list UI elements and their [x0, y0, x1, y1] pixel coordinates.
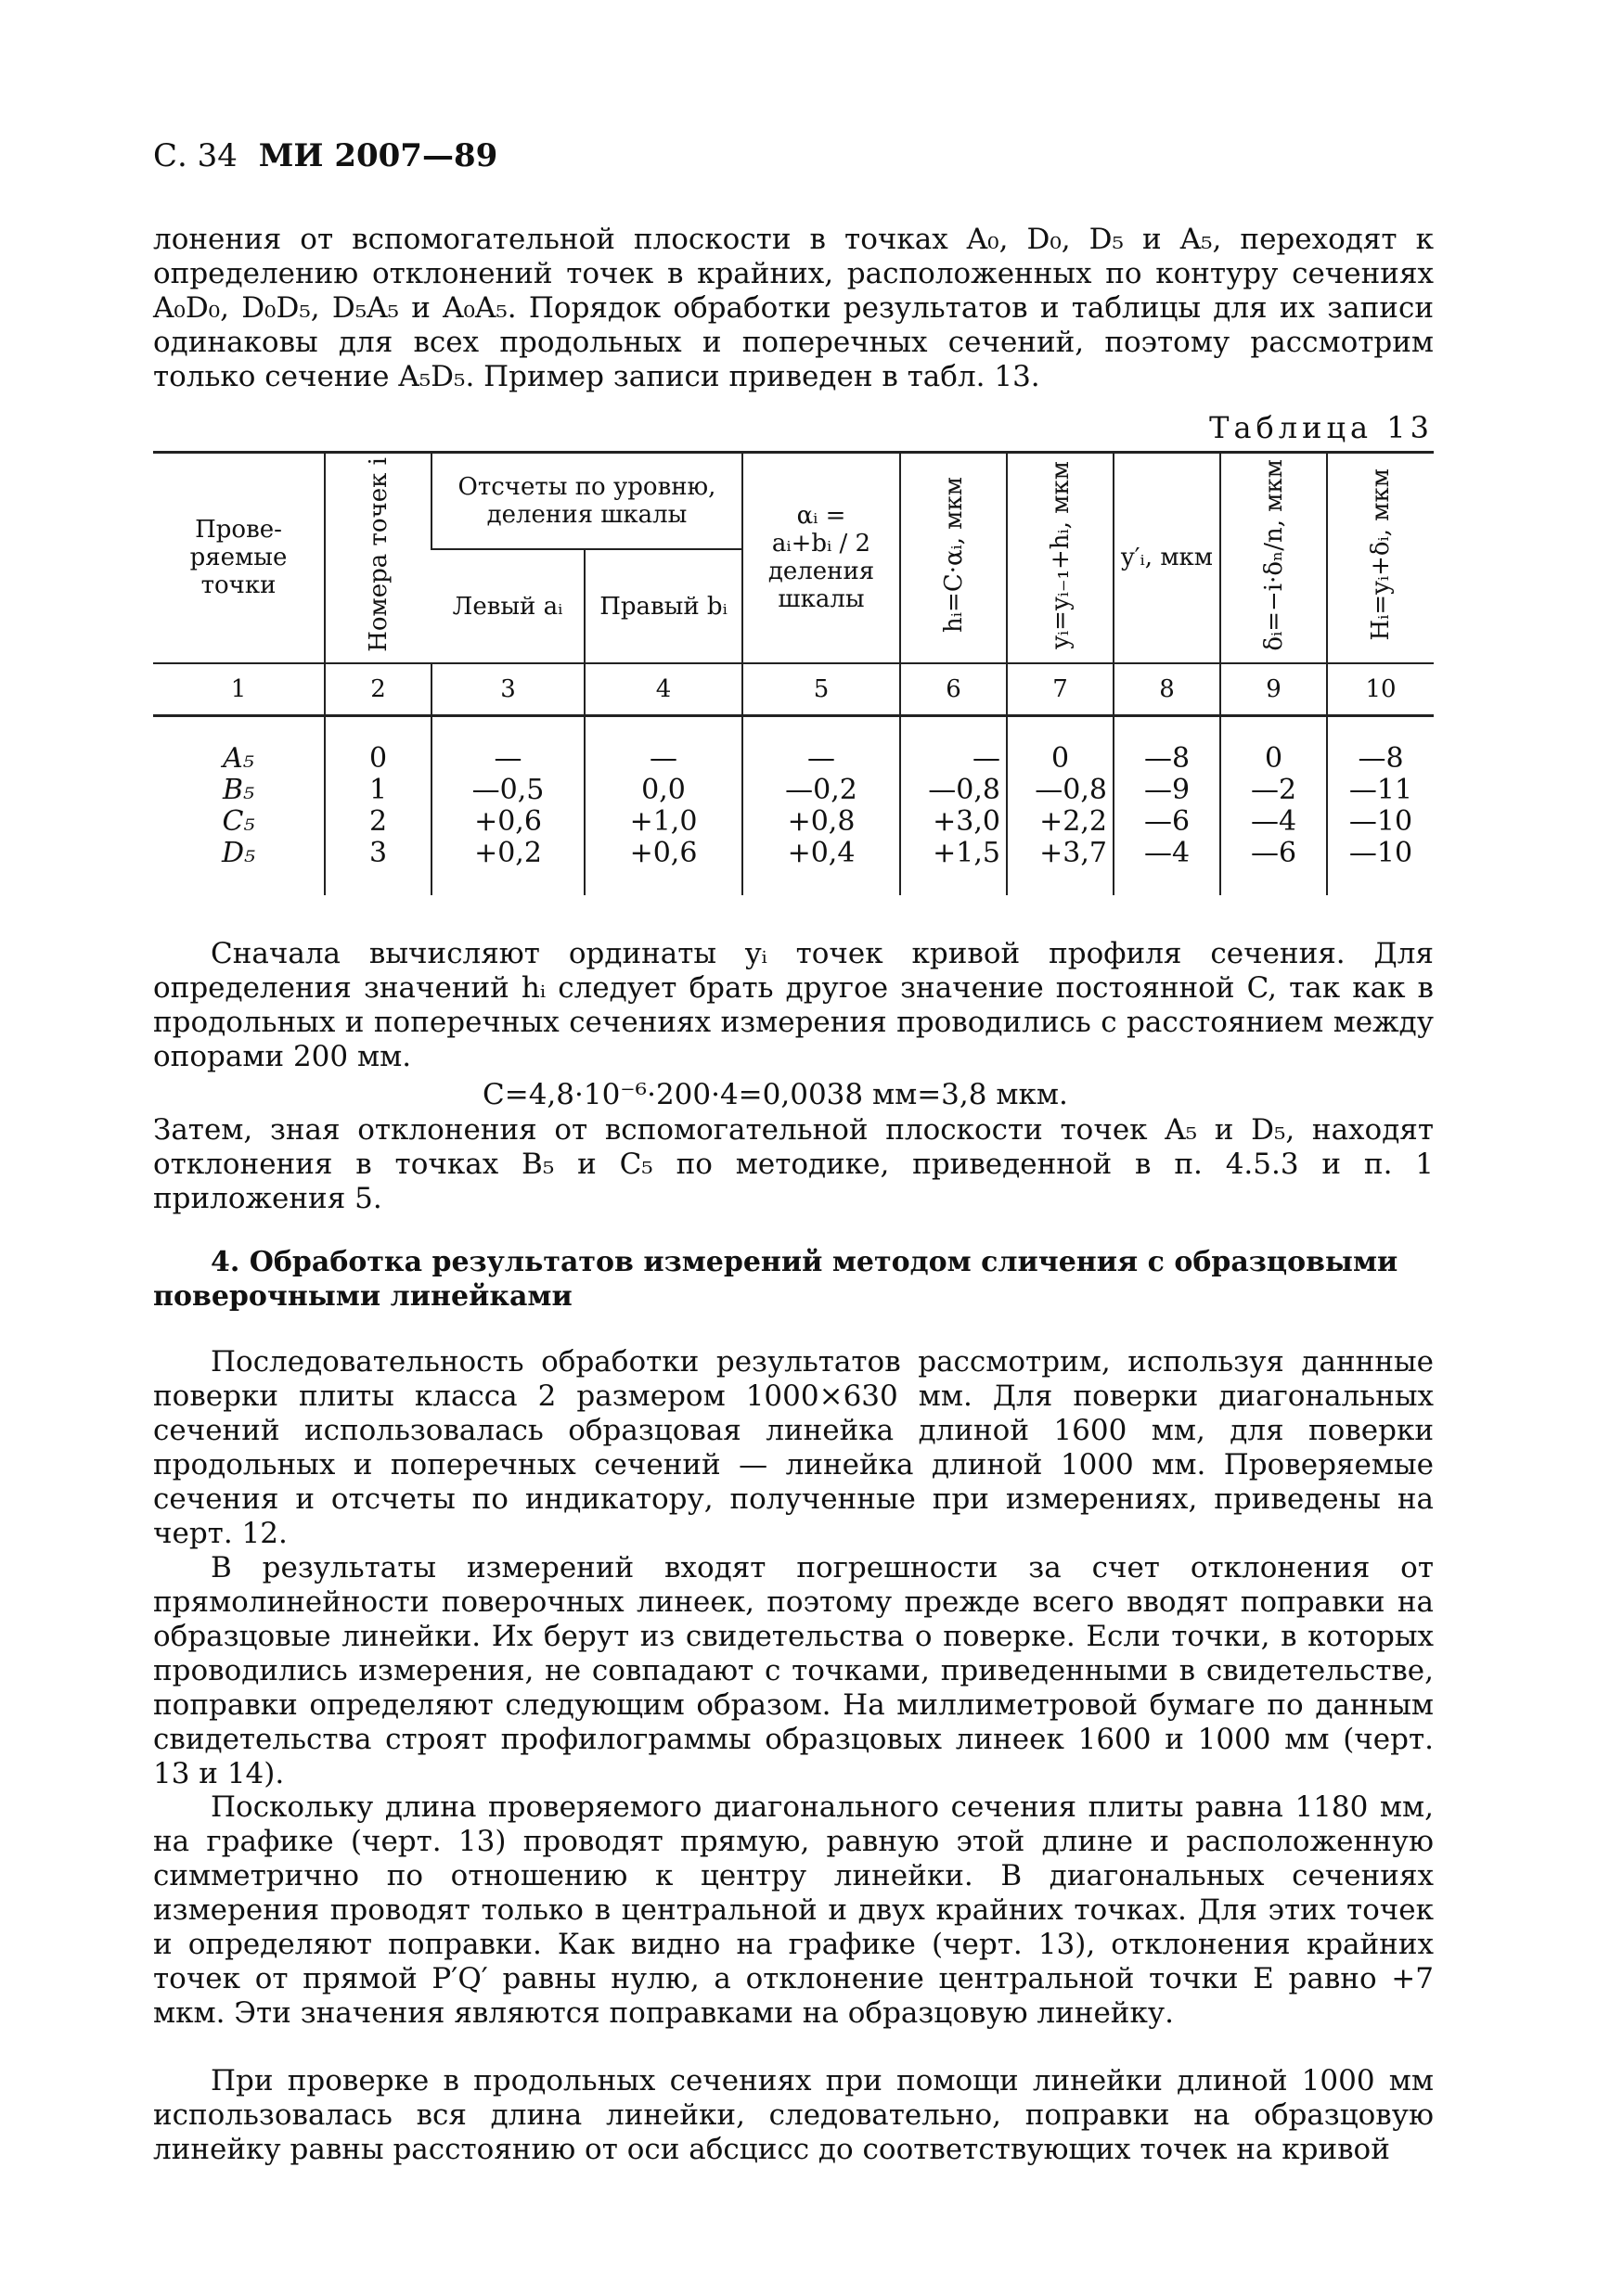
standard-code: МИ 2007—89 [258, 137, 498, 174]
table-cell: —4 [1220, 806, 1327, 838]
col-number: 10 [1327, 663, 1434, 716]
body-paragraph: При проверке в продольных сечениях при помощи линейки длиной 1000 мм использовалась вся длина линейки, следовательно, поправки на образцовую линейку равны расстоянию от оси абсцисс до соответствующих точек на кривой [153, 2064, 1434, 2166]
header-alpha: αᵢ = aᵢ+bᵢ / 2 деления шкалы [742, 453, 900, 663]
body-paragraph: В результаты измерений входят погрешности за счет отклонения от прямолинейности поверочных линеек, поэтому прежде всего вводят поправки на образцовые линейки. Их берут из свидетельства о поверке. Если точки, в которых проводились измерения, не совпадают с точками, приведенными в свидетельстве, поправки определяют следующим образом. На миллиметровой бумаге по данным свидетельства строят профилограммы образцовых линеек 1600 и 1000 мм (черт. 13 и 14). [153, 1551, 1434, 1790]
header-right: Правый bᵢ [585, 549, 742, 663]
table-cell: 0 [325, 715, 431, 775]
table-cell: C₅ [222, 804, 255, 838]
header-h: hᵢ=C·αᵢ, мкм [900, 453, 1007, 663]
intro-paragraph: лонения от вспомогательной плоскости в точках A₀, D₀, D₅ и A₅, переходят к определению отклонений точек в крайних, расположенных по контуру сечениях A₀D₀, D₀D₅, D₅A₅ и A₀A₅. Порядок обработки результатов и таблицы для их записи одинаковы для всех продольных и поперечных сечений, поэтому рассмотрим только сечение A₅D₅. Пример записи приведен в табл. 13. [153, 223, 1434, 393]
table-cell: +1,5 [900, 838, 1007, 895]
table-cell: —10 [1327, 806, 1434, 838]
table-caption: Таблица 13 [1209, 410, 1434, 445]
table-cell: — [900, 715, 1007, 775]
section-title: 4. Обработка результатов измерений методом сличения с образцовыми поверочными линейками [153, 1246, 1398, 1313]
body-paragraph: Поскольку длина проверяемого диагонального сечения плиты равна 1180 мм, на графике (черт. 13) проводят прямую, равную этой длине и расположенную симметрично по отношению к центру линейки. В диагональных сечениях измерения проводят только в центральной и двух крайних точках. Для этих точек и определяют поправки. Как видно на графике (черт. 13), отклонения крайних точек от прямой P′Q′ равны нулю, а отклонение центральной точки E равно +7 мкм. Эти значения являются поправками на образцовую линейку. [153, 1790, 1434, 2030]
table-cell: 0 [1007, 715, 1114, 775]
col-number: 8 [1114, 663, 1220, 716]
table-cell: — [742, 715, 900, 775]
col-number: 3 [431, 663, 585, 716]
table-cell: D₅ [221, 836, 256, 869]
table-cell: +1,0 [585, 806, 742, 838]
table-cell: —10 [1327, 838, 1434, 895]
table-cell: +3,0 [900, 806, 1007, 838]
table-cell: +0,8 [742, 806, 900, 838]
formula: C=4,8·10⁻⁶·200·4=0,0038 мм=3,8 мкм. [483, 1078, 1068, 1111]
data-table [153, 451, 1434, 895]
table-cell: 2 [325, 806, 431, 838]
table-cell: +0,6 [431, 806, 585, 838]
table-cell: —0,2 [742, 775, 900, 806]
table-cell: +0,6 [585, 838, 742, 895]
table-cell: 0 [1220, 715, 1327, 775]
col-number: 4 [585, 663, 742, 716]
header-y: yᵢ=yᵢ₋₁+hᵢ, мкм [1007, 453, 1114, 663]
table-cell: +0,4 [742, 838, 900, 895]
header-level-readings: Отсчеты по уровню, деления шкалы [431, 453, 742, 550]
col-number: 7 [1007, 663, 1114, 716]
paragraph-then: Затем, зная отклонения от вспомогательной плоскости точек A₅ и D₅, находят отклонения в точках B₅ и C₅ по методике, приведенной в п. 4.5.3 и п. 1 приложения 5. [153, 1113, 1434, 1215]
table-cell: —4 [1114, 838, 1220, 895]
table-cell: B₅ [222, 773, 255, 806]
table-cell: A₅ [223, 741, 254, 775]
header-point-number: Номера точек i [325, 453, 431, 663]
table-row [153, 715, 1434, 775]
paragraph-after-table: Сначала вычисляют ординаты yᵢ точек кривой профиля сечения. Для определения значений hᵢ следует брать другое значение постоянной C, так как в продольных и поперечных сечениях измерения проводились с расстоянием между опорами 200 мм. [153, 937, 1434, 1073]
table-cell: —6 [1220, 838, 1327, 895]
table-cell: —8 [1114, 715, 1220, 775]
table-cell: 0,0 [585, 775, 742, 806]
body-paragraph: Последовательность обработки результатов рассмотрим, используя даннные поверки плиты класса 2 размером 1000×630 мм. Для поверки диагональных сечений использовалась образцовая линейка длиной 1600 мм, для поверки продольных и поперечных сечений — линейка длиной 1000 мм. Проверяемые сечения и отсчеты по индикатору, полученные при измерениях, приведены на черт. 12. [153, 1345, 1434, 1550]
table-cell: 1 [325, 775, 431, 806]
col-number: 2 [325, 663, 431, 716]
col-number: 5 [742, 663, 900, 716]
table-row [153, 775, 1434, 806]
table-cell: —11 [1327, 775, 1434, 806]
page-number: С. 34 [153, 137, 238, 174]
table-cell: —8 [1327, 715, 1434, 775]
col-number: 1 [153, 663, 325, 716]
header-checked-points: Прове-ряемые точки [153, 453, 325, 663]
table-cell: +2,2 [1007, 806, 1114, 838]
col-number: 6 [900, 663, 1007, 716]
table-row [153, 838, 1434, 895]
header-y-prime: y′ᵢ, мкм [1114, 453, 1220, 663]
header-left: Левый aᵢ [431, 549, 585, 663]
table-row [153, 806, 1434, 838]
header-H: Hᵢ=yᵢ+δᵢ, мкм [1327, 453, 1434, 663]
col-number: 9 [1220, 663, 1327, 716]
table-cell: —6 [1114, 806, 1220, 838]
header-delta: δᵢ=−i·δₙ/n, мкм [1220, 453, 1327, 663]
table-cell: —9 [1114, 775, 1220, 806]
page-header [153, 137, 497, 174]
table-cell: —0,8 [1007, 775, 1114, 806]
table-cell: —2 [1220, 775, 1327, 806]
table-cell: —0,8 [900, 775, 1007, 806]
table-cell: +3,7 [1007, 838, 1114, 895]
table-cell: — [585, 715, 742, 775]
table-cell: — [431, 715, 585, 775]
table-cell: +0,2 [431, 838, 585, 895]
table-cell: —0,5 [431, 775, 585, 806]
table-cell: 3 [325, 838, 431, 895]
